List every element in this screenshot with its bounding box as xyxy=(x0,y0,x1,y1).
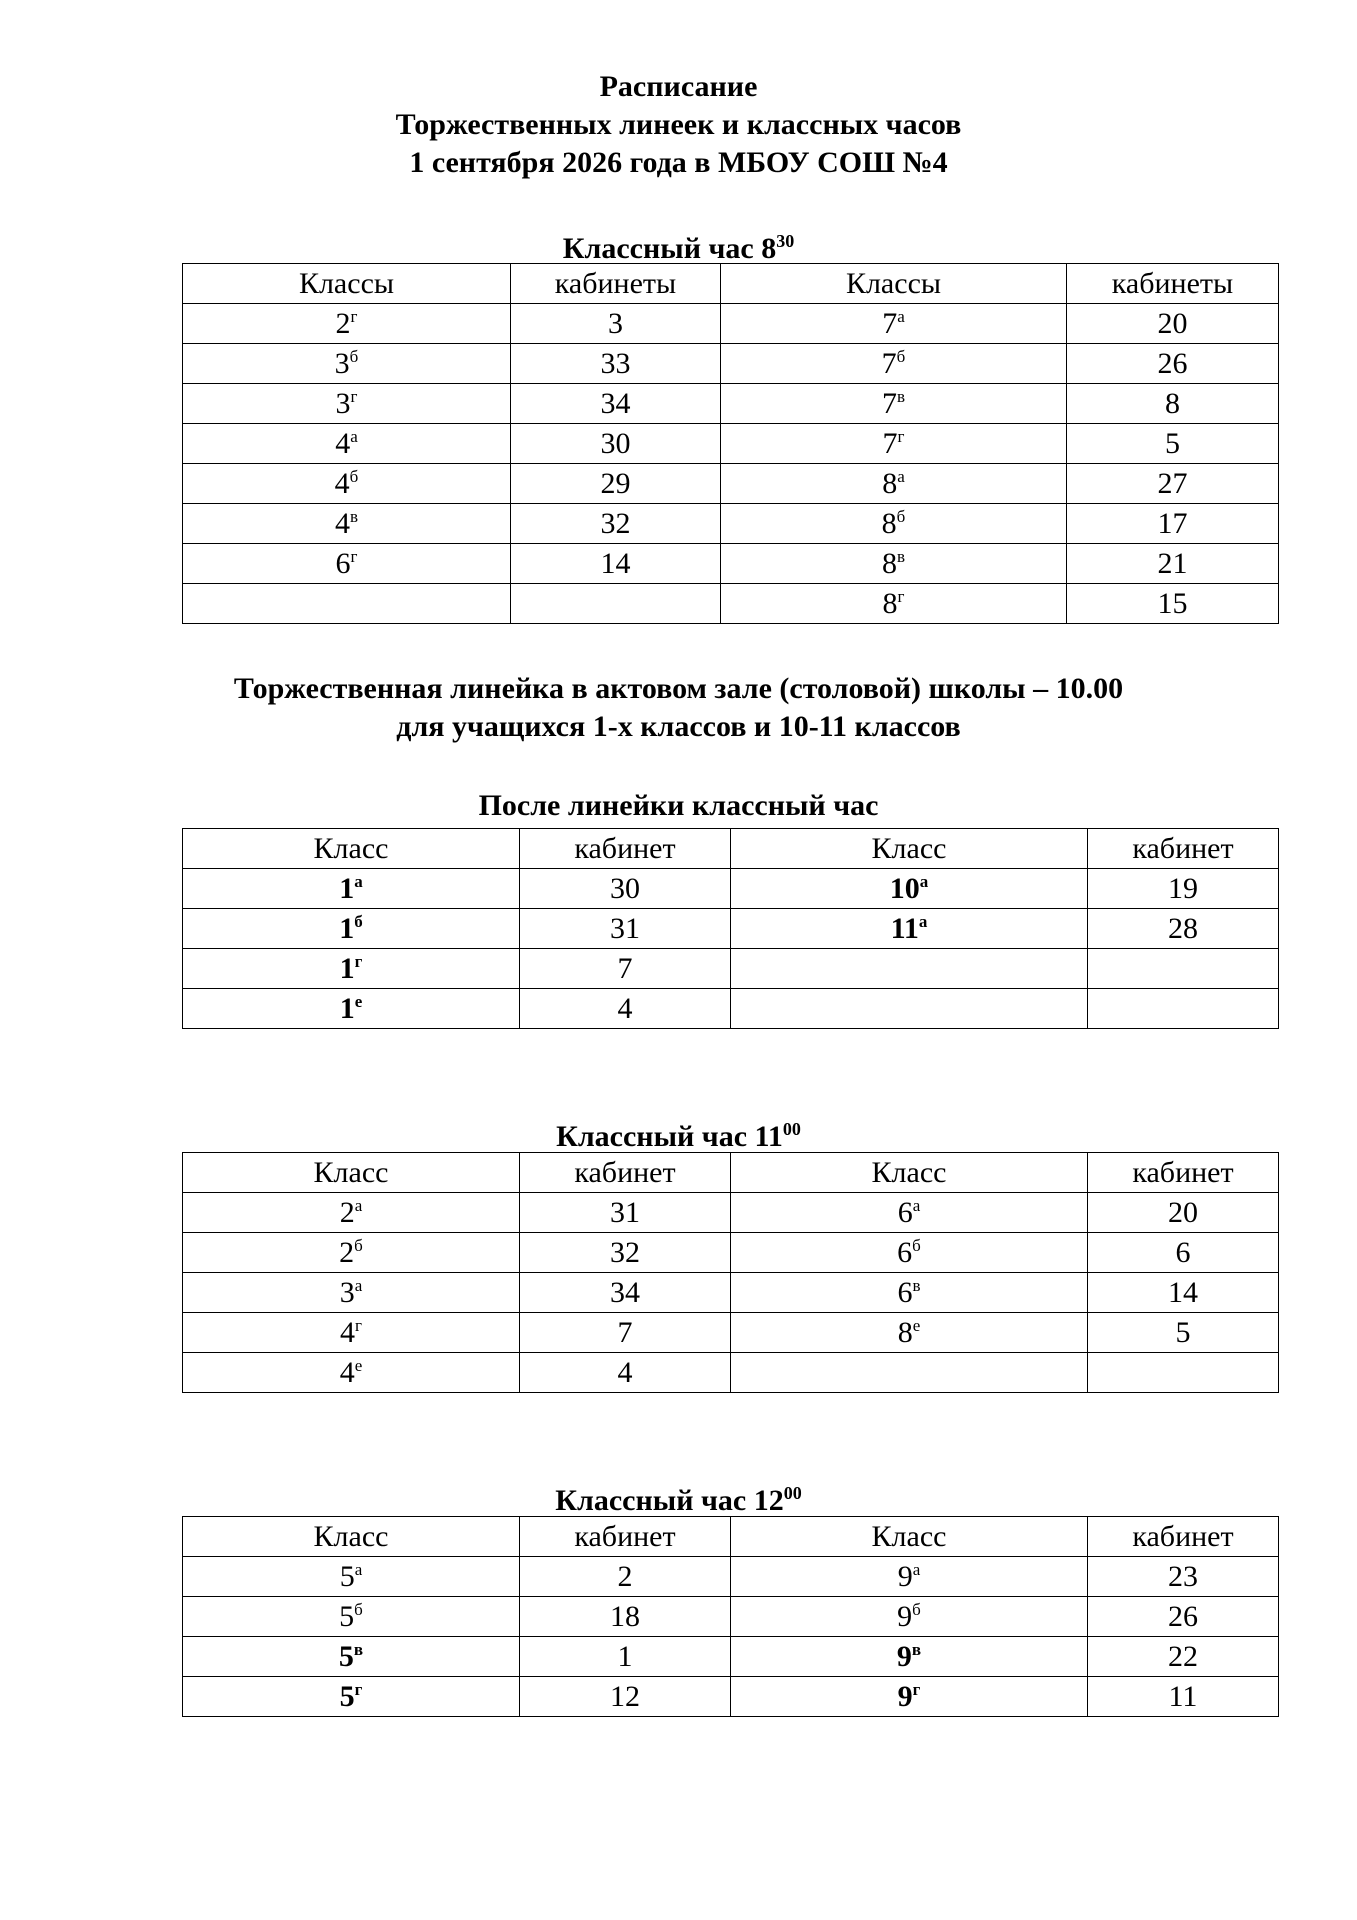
class-number: 9 xyxy=(897,1680,913,1713)
class-cell xyxy=(731,989,1088,1029)
room-cell: 21 xyxy=(1067,544,1279,584)
class-cell xyxy=(183,304,511,344)
section-title-text: Классный час 8 xyxy=(562,232,777,265)
table-row xyxy=(183,344,1279,384)
table-row xyxy=(183,1313,1279,1353)
class-letter: г xyxy=(912,1680,921,1699)
section-title-830 xyxy=(0,222,1357,268)
class-cell xyxy=(731,1233,1088,1273)
class-cell xyxy=(183,949,520,989)
class-cell xyxy=(721,464,1067,504)
class-letter: в xyxy=(349,507,359,526)
section-title-1100 xyxy=(0,1110,1357,1156)
table-row xyxy=(183,1273,1279,1313)
column-header-class: Класс xyxy=(731,1517,1088,1557)
class-letter: г xyxy=(355,1316,362,1335)
section-title-text: Классный час 12 xyxy=(555,1484,784,1517)
room-cell: 5 xyxy=(1067,424,1279,464)
class-number: 6 xyxy=(897,1236,913,1269)
room-cell: 29 xyxy=(511,464,721,504)
column-header-class: Класс xyxy=(731,1153,1088,1193)
room-cell: 20 xyxy=(1067,304,1279,344)
table-row xyxy=(183,1677,1279,1717)
class-letter: е xyxy=(354,1356,363,1375)
class-cell xyxy=(183,1273,520,1313)
room-cell: 14 xyxy=(511,544,721,584)
column-header-room: кабинет xyxy=(520,1517,731,1557)
class-number: 10 xyxy=(889,872,920,905)
class-cell xyxy=(721,424,1067,464)
class-letter: г xyxy=(354,1680,363,1699)
class-letter: а xyxy=(897,307,905,326)
class-number: 5 xyxy=(339,1680,355,1713)
class-cell xyxy=(183,384,511,424)
room-cell: 6 xyxy=(1088,1233,1279,1273)
class-number: 3 xyxy=(339,1276,355,1309)
class-number: 7 xyxy=(882,307,898,340)
schedule-table-1200 xyxy=(182,1516,1279,1717)
class-letter: г xyxy=(897,587,905,606)
class-number: 5 xyxy=(339,1560,355,1593)
class-cell xyxy=(721,304,1067,344)
class-cell xyxy=(731,869,1088,909)
section-title-time-sup: 30 xyxy=(776,231,795,251)
room-cell: 26 xyxy=(1088,1597,1279,1637)
room-cell: 28 xyxy=(1088,909,1279,949)
table-row xyxy=(183,384,1279,424)
class-cell xyxy=(721,344,1067,384)
class-cell xyxy=(183,584,511,624)
announcement-line-1: Торжественная линейка в актовом зале (столовой) школы – 10.00 xyxy=(233,672,1124,705)
table-row xyxy=(183,544,1279,584)
class-letter: г xyxy=(350,307,358,326)
column-header-room: кабинет xyxy=(1088,1517,1279,1557)
room-cell: 34 xyxy=(511,384,721,424)
section-title-after-assembly xyxy=(0,787,1357,825)
room-cell xyxy=(1088,1353,1279,1393)
table-row xyxy=(183,1353,1279,1393)
class-number: 2 xyxy=(339,1236,355,1269)
room-cell: 8 xyxy=(1067,384,1279,424)
class-number: 2 xyxy=(335,307,351,340)
document-header xyxy=(0,68,1357,182)
class-letter: г xyxy=(350,387,358,406)
section-title-time-sup: 00 xyxy=(782,1119,801,1139)
class-cell xyxy=(183,1233,520,1273)
class-cell xyxy=(731,949,1088,989)
class-number: 9 xyxy=(897,1560,913,1593)
class-cell xyxy=(731,1193,1088,1233)
class-letter: а xyxy=(918,912,928,931)
class-letter: г xyxy=(354,952,363,971)
column-header-class: Классы xyxy=(721,264,1067,304)
class-letter: б xyxy=(349,467,359,486)
class-letter: в xyxy=(353,1640,364,1659)
class-letter: е xyxy=(912,1316,921,1335)
room-cell xyxy=(511,584,721,624)
table-row xyxy=(183,1193,1279,1233)
class-letter: б xyxy=(912,1236,921,1255)
room-cell: 20 xyxy=(1088,1193,1279,1233)
class-number: 4 xyxy=(334,467,350,500)
class-number: 4 xyxy=(334,507,350,540)
class-letter: б xyxy=(896,507,906,526)
table-row xyxy=(183,1233,1279,1273)
class-cell xyxy=(183,344,511,384)
room-cell: 32 xyxy=(520,1233,731,1273)
column-header-class: Класс xyxy=(731,829,1088,869)
class-cell xyxy=(731,1637,1088,1677)
class-letter: в xyxy=(912,1276,921,1295)
class-cell xyxy=(731,909,1088,949)
class-letter: в xyxy=(896,387,906,406)
class-cell xyxy=(731,1597,1088,1637)
room-cell: 27 xyxy=(1067,464,1279,504)
class-letter: а xyxy=(350,427,358,446)
class-cell xyxy=(721,504,1067,544)
room-cell: 23 xyxy=(1088,1557,1279,1597)
class-cell xyxy=(731,1353,1088,1393)
column-header-room: кабинет xyxy=(520,829,731,869)
column-header-room: кабинет xyxy=(520,1153,731,1193)
class-cell xyxy=(731,1313,1088,1353)
announcement xyxy=(0,670,1357,746)
column-header-room: кабинет xyxy=(1088,1153,1279,1193)
table-row xyxy=(183,1597,1279,1637)
schedule-table-1100 xyxy=(182,1152,1279,1393)
class-number: 2 xyxy=(339,1196,355,1229)
class-number: 1 xyxy=(339,952,355,985)
class-number: 9 xyxy=(896,1640,912,1673)
room-cell: 7 xyxy=(520,1313,731,1353)
class-cell xyxy=(731,1273,1088,1313)
column-header-room: кабинеты xyxy=(1067,264,1279,304)
class-cell xyxy=(731,1677,1088,1717)
room-cell xyxy=(1088,949,1279,989)
class-number: 4 xyxy=(340,1316,355,1349)
room-cell: 11 xyxy=(1088,1677,1279,1717)
table-row xyxy=(183,464,1279,504)
class-letter: б xyxy=(349,347,359,366)
room-cell: 19 xyxy=(1088,869,1279,909)
room-cell: 4 xyxy=(520,1353,731,1393)
room-cell: 26 xyxy=(1067,344,1279,384)
table-header-row xyxy=(183,1517,1279,1557)
room-cell: 31 xyxy=(520,909,731,949)
room-cell: 5 xyxy=(1088,1313,1279,1353)
column-header-class: Классы xyxy=(183,264,511,304)
class-cell xyxy=(721,544,1067,584)
class-number: 3 xyxy=(334,347,350,380)
table-row xyxy=(183,1637,1279,1677)
class-number: 11 xyxy=(890,912,919,945)
room-cell: 4 xyxy=(520,989,731,1029)
room-cell: 7 xyxy=(520,949,731,989)
class-letter: б xyxy=(354,1236,363,1255)
class-letter: а xyxy=(897,467,905,486)
table-row xyxy=(183,504,1279,544)
class-cell xyxy=(183,544,511,584)
room-cell: 1 xyxy=(520,1637,731,1677)
class-cell xyxy=(183,464,511,504)
class-number: 1 xyxy=(339,872,355,905)
room-cell: 30 xyxy=(511,424,721,464)
class-cell xyxy=(183,1313,520,1353)
schedule-table-830 xyxy=(182,263,1279,624)
class-letter: б xyxy=(354,912,363,931)
table-header-row xyxy=(183,264,1279,304)
class-number: 7 xyxy=(882,427,898,460)
room-cell: 2 xyxy=(520,1557,731,1597)
table-row xyxy=(183,909,1279,949)
header-date-school: 1 сентября 2026 года в МБОУ СОШ №4 xyxy=(409,146,948,179)
table-row xyxy=(183,584,1279,624)
table-row xyxy=(183,424,1279,464)
room-cell: 33 xyxy=(511,344,721,384)
schedule-table-after-assembly xyxy=(182,828,1279,1029)
column-header-class: Класс xyxy=(183,829,520,869)
room-cell: 17 xyxy=(1067,504,1279,544)
column-header-class: Класс xyxy=(183,1517,520,1557)
class-letter: б xyxy=(354,1600,363,1619)
column-header-class: Класс xyxy=(183,1153,520,1193)
class-number: 8 xyxy=(882,587,898,620)
class-number: 1 xyxy=(339,992,355,1025)
table-header-row xyxy=(183,829,1279,869)
class-letter: а xyxy=(354,1560,363,1579)
class-number: 1 xyxy=(339,912,355,945)
announcement-line-2: для учащихся 1-х классов и 10-11 классов xyxy=(396,710,961,743)
header-subtitle: Торжественных линеек и классных часов xyxy=(395,108,962,141)
class-number: 8 xyxy=(881,507,897,540)
room-cell: 14 xyxy=(1088,1273,1279,1313)
class-cell xyxy=(183,1677,520,1717)
class-cell xyxy=(183,989,520,1029)
class-letter: а xyxy=(354,1276,363,1295)
class-letter: б xyxy=(896,347,906,366)
class-letter: а xyxy=(354,1196,363,1215)
class-number: 6 xyxy=(335,547,351,580)
section-title-1200 xyxy=(0,1474,1357,1520)
class-letter: в xyxy=(896,547,906,566)
class-number: 8 xyxy=(882,467,898,500)
table-row xyxy=(183,1557,1279,1597)
class-letter: г xyxy=(897,427,905,446)
class-cell xyxy=(183,909,520,949)
room-cell: 31 xyxy=(520,1193,731,1233)
section-title-time-sup: 00 xyxy=(783,1483,802,1503)
room-cell: 22 xyxy=(1088,1637,1279,1677)
class-cell xyxy=(183,424,511,464)
class-letter: е xyxy=(354,992,363,1011)
room-cell: 34 xyxy=(520,1273,731,1313)
room-cell xyxy=(1088,989,1279,1029)
table-row xyxy=(183,304,1279,344)
class-letter: б xyxy=(912,1600,921,1619)
room-cell: 12 xyxy=(520,1677,731,1717)
class-letter: а xyxy=(912,1196,921,1215)
class-number: 6 xyxy=(897,1196,913,1229)
class-number: 4 xyxy=(335,427,351,460)
section-title-text: После линейки классный час xyxy=(478,789,879,822)
class-number: 9 xyxy=(897,1600,913,1633)
class-cell xyxy=(721,584,1067,624)
room-cell: 3 xyxy=(511,304,721,344)
class-cell xyxy=(183,1637,520,1677)
class-cell xyxy=(183,1597,520,1637)
room-cell: 32 xyxy=(511,504,721,544)
class-letter: а xyxy=(919,872,929,891)
class-number: 5 xyxy=(339,1600,355,1633)
class-letter: в xyxy=(911,1640,922,1659)
table-row xyxy=(183,869,1279,909)
table-row xyxy=(183,989,1279,1029)
column-header-room: кабинеты xyxy=(511,264,721,304)
class-number: 3 xyxy=(335,387,351,420)
class-cell xyxy=(731,1557,1088,1597)
class-cell xyxy=(183,1353,520,1393)
class-number: 7 xyxy=(881,387,897,420)
room-cell: 18 xyxy=(520,1597,731,1637)
class-cell xyxy=(183,504,511,544)
class-letter: а xyxy=(354,872,363,891)
class-cell xyxy=(183,1557,520,1597)
column-header-room: кабинет xyxy=(1088,829,1279,869)
room-cell: 15 xyxy=(1067,584,1279,624)
section-title-text: Классный час 11 xyxy=(556,1120,783,1153)
class-letter: г xyxy=(350,547,358,566)
class-number: 6 xyxy=(897,1276,913,1309)
class-cell xyxy=(721,384,1067,424)
class-cell xyxy=(183,1193,520,1233)
header-title: Расписание xyxy=(599,70,758,103)
class-number: 4 xyxy=(339,1356,355,1389)
class-number: 5 xyxy=(338,1640,354,1673)
class-cell xyxy=(183,869,520,909)
table-header-row xyxy=(183,1153,1279,1193)
class-number: 8 xyxy=(897,1316,913,1349)
class-number: 8 xyxy=(881,547,897,580)
class-number: 7 xyxy=(881,347,897,380)
table-row xyxy=(183,949,1279,989)
room-cell: 30 xyxy=(520,869,731,909)
class-letter: а xyxy=(912,1560,921,1579)
